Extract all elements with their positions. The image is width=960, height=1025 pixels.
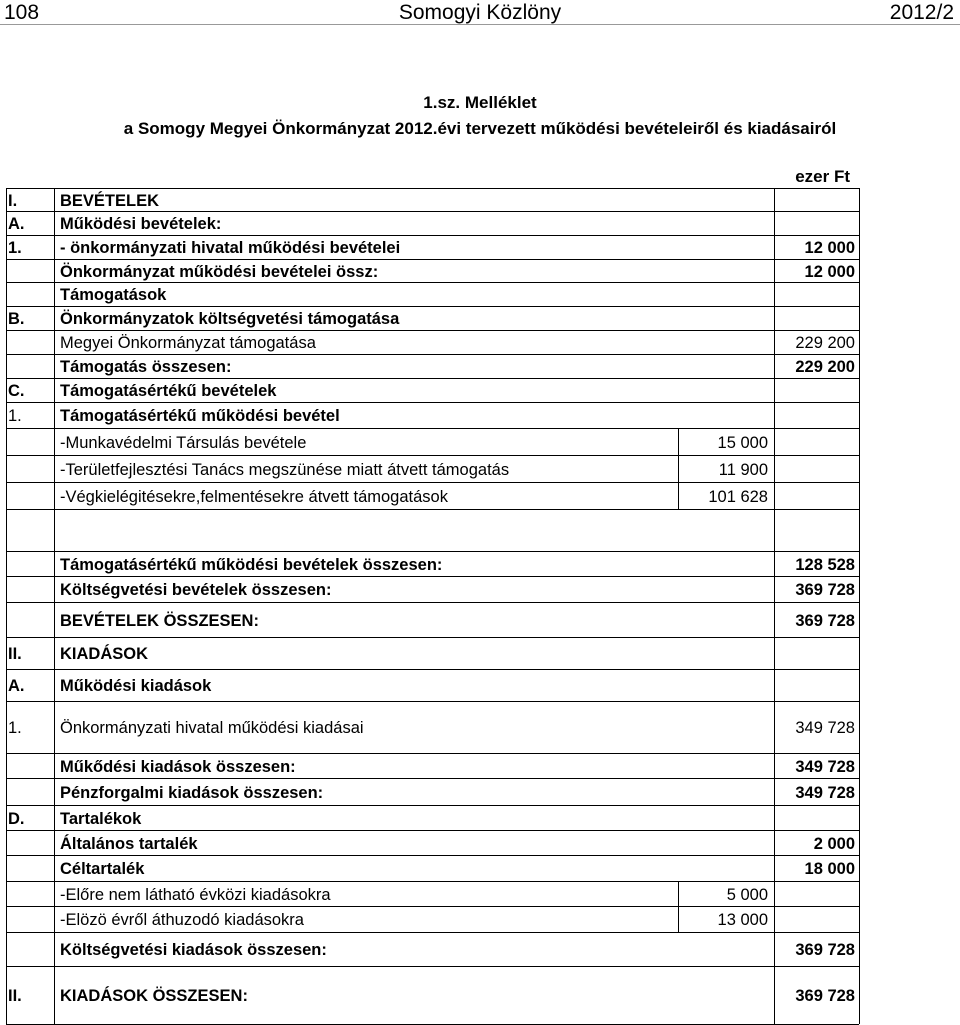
- row-label: - önkormányzati hivatal működési bevételei: [60, 239, 401, 257]
- page-header: [0, 0, 960, 24]
- row-label: Támogatásértékű bevételek: [60, 382, 277, 400]
- row-label: Önkormányzati hivatal működési kiadásai: [60, 719, 364, 737]
- row-label: -Előre nem látható évközi kiadásokra: [60, 885, 331, 904]
- row-amount: 18 000: [804, 860, 855, 878]
- row-label: Működési kiadások: [60, 677, 212, 695]
- row-label: Támogatásértékű működési bevétel: [60, 407, 340, 425]
- row-label: Költségvetési bevételek összesen:: [60, 581, 332, 599]
- table-grid-hline: [6, 753, 859, 754]
- row-amount: 349 728: [795, 783, 855, 802]
- page-number: 108: [4, 1, 40, 24]
- row-label: Pénzforgalmi kiadások összesen:: [60, 783, 324, 802]
- row-amount: 12 000: [804, 262, 855, 281]
- table-grid-hline: [6, 211, 859, 212]
- row-sub-amount: 13 000: [717, 911, 768, 929]
- table-grid-hline: [6, 428, 859, 429]
- table-grid-hline: [6, 188, 859, 189]
- row-number: C.: [8, 382, 25, 400]
- row-amount: 369 728: [795, 987, 855, 1005]
- table-grid-hline: [6, 509, 859, 510]
- unit-label: ezer Ft: [795, 167, 850, 186]
- row-number: A.: [8, 677, 25, 695]
- table-grid-hline: [6, 482, 859, 483]
- table-grid-hline: [6, 455, 859, 456]
- row-number: II.: [8, 987, 22, 1005]
- row-amount: 2 000: [813, 834, 855, 853]
- row-label: Támogatás összesen:: [60, 358, 232, 376]
- journal-title: Somogyi Közlöny: [398, 1, 562, 24]
- table-grid-hline: [6, 778, 859, 779]
- row-label: Önkormányzat működési bevételei össz:: [60, 262, 379, 281]
- row-number: D.: [8, 809, 25, 828]
- table-grid-hline: [6, 966, 859, 967]
- table-grid-hline: [6, 282, 859, 283]
- table-grid-vline: [774, 188, 775, 1024]
- row-sub-amount: 11 900: [718, 460, 768, 479]
- row-sub-amount: 15 000: [717, 433, 768, 452]
- table-grid-hline: [6, 330, 859, 331]
- table-grid-hline: [6, 805, 859, 806]
- row-amount: 369 728: [795, 581, 855, 599]
- row-amount: 369 728: [795, 941, 855, 959]
- row-label: -Elözö évről áthuzodó kiadásokra: [60, 911, 304, 929]
- row-label: Céltartalék: [60, 860, 145, 878]
- table-grid-hline: [6, 637, 859, 638]
- table-grid-hline: [6, 306, 859, 307]
- row-label: Támogatások: [60, 286, 167, 304]
- table-grid-hline: [6, 259, 859, 260]
- issue-number: 2012/2: [889, 1, 954, 24]
- header-divider: [0, 24, 960, 25]
- table-grid-hline: [6, 830, 859, 831]
- row-amount: 349 728: [795, 757, 855, 776]
- table-grid-hline: [6, 669, 859, 670]
- row-sub-amount: 5 000: [726, 885, 768, 904]
- table-grid-hline: [6, 932, 859, 933]
- row-label: -Munkavédelmi Társulás bevétele: [60, 433, 307, 452]
- table-grid-hline: [6, 378, 859, 379]
- table-grid-hline: [6, 402, 859, 403]
- row-label: Költségvetési kiadások összesen:: [60, 941, 327, 959]
- row-amount: 229 200: [795, 358, 855, 376]
- table-grid-vline: [859, 188, 860, 1024]
- caption-subtitle: a Somogy Megyei Önkormányzat 2012.évi tervezett működési bevételeiről és kiadásairól: [123, 119, 837, 138]
- row-label: Tartalékok: [60, 809, 142, 828]
- table-grid-hline: [6, 906, 859, 907]
- row-amount: 369 728: [795, 611, 855, 630]
- caption-title: 1.sz. Melléklet: [423, 93, 537, 112]
- row-label: Műkődési kiadások összesen:: [60, 757, 296, 776]
- row-label: BEVÉTELEK: [60, 191, 160, 210]
- row-amount: 128 528: [795, 555, 855, 574]
- row-number: 1.: [8, 407, 22, 425]
- table-grid-hline: [6, 602, 859, 603]
- row-label: Működési bevételek:: [60, 215, 222, 233]
- row-label: Általános tartalék: [60, 834, 198, 853]
- row-label: -Területfejlesztési Tanács megszünése miatt átvett támogatás: [60, 460, 510, 479]
- row-label: Önkormányzatok költségvetési támogatása: [60, 310, 400, 328]
- row-number: 1.: [8, 719, 22, 737]
- row-label: -Végkielégitésekre,felmentésekre átvett támogatások: [60, 487, 448, 506]
- row-number: II.: [8, 645, 22, 663]
- row-label: KIADÁSOK: [60, 645, 149, 663]
- row-sub-amount: 101 628: [708, 487, 768, 506]
- row-label: KIADÁSOK ÖSSZESEN:: [60, 987, 248, 1005]
- table-grid-vline: [6, 188, 7, 1024]
- row-label: BEVÉTELEK ÖSSZESEN:: [60, 611, 259, 630]
- row-number: B.: [8, 310, 25, 328]
- row-number: I.: [8, 191, 18, 210]
- table-grid-hline: [6, 881, 859, 882]
- table-grid-hline: [6, 551, 859, 552]
- table-grid-hline: [6, 855, 859, 856]
- budget-table: [6, 188, 859, 1024]
- row-label: Megyei Önkormányzat támogatása: [60, 334, 316, 352]
- table-grid-vline: [54, 188, 55, 1024]
- row-number: 1.: [8, 239, 22, 257]
- row-amount: 349 728: [795, 719, 855, 737]
- table-grid-hline: [6, 235, 859, 236]
- row-amount: 229 200: [795, 334, 855, 352]
- table-grid-hline: [6, 701, 859, 702]
- table-grid-hline: [6, 576, 859, 577]
- table-grid-hline: [6, 354, 859, 355]
- row-label: Támogatásértékű működési bevételek összesen:: [60, 555, 443, 574]
- row-number: A.: [8, 215, 25, 233]
- row-amount: 12 000: [804, 239, 855, 257]
